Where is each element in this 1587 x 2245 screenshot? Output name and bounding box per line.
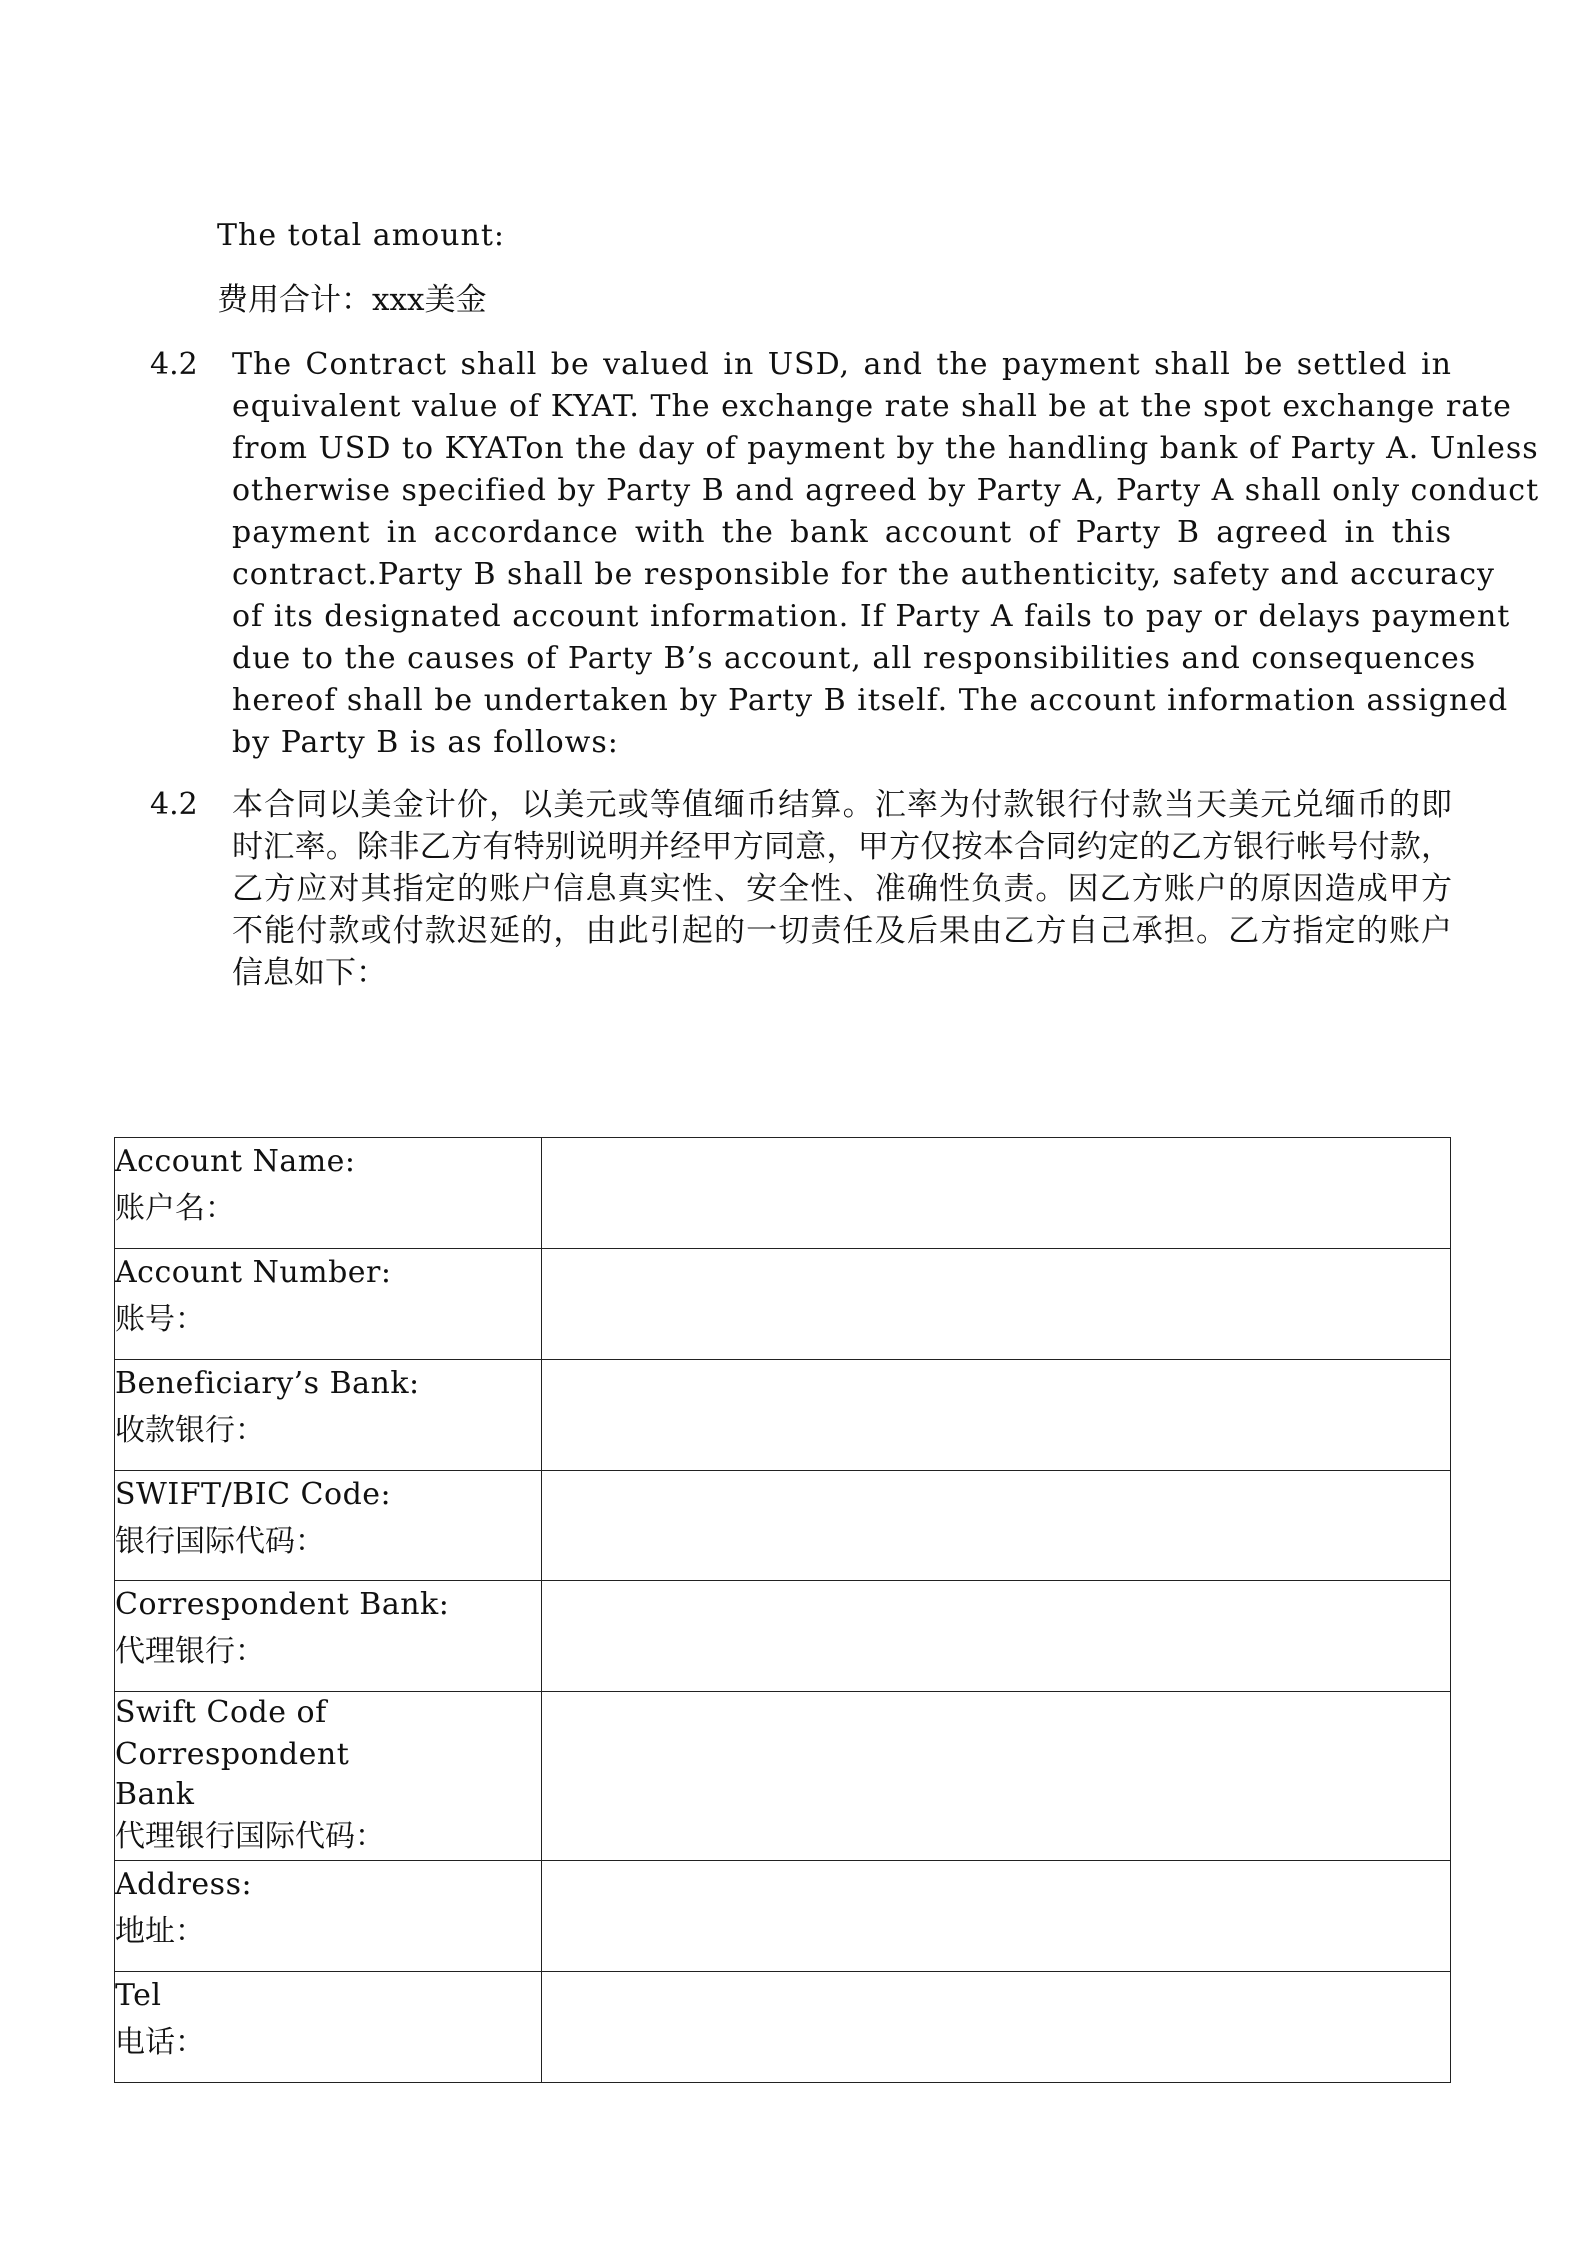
total-amount-cn: 费用合计：xxx美金 bbox=[217, 282, 487, 318]
clause-en-line: by Party B is as follows: bbox=[232, 725, 619, 760]
total-amount-label: The total amount: bbox=[217, 218, 506, 253]
table-row bbox=[115, 1249, 1451, 1360]
clause-cn-line: 乙方应对其指定的账户信息真实性、安全性、准确性负责。因乙方账户的原因造成甲方 bbox=[232, 871, 1452, 907]
row-label-en: Correspondent Bank: bbox=[115, 1587, 450, 1622]
clause-cn-line: 本合同以美金计价，以美元或等值缅币结算。汇率为付款银行付款当天美元兑缅币的即 bbox=[232, 787, 1452, 823]
account-name-label-cell bbox=[115, 1138, 542, 1249]
table-row bbox=[115, 1138, 1451, 1249]
row-label-cn: 电话： bbox=[115, 2025, 205, 2060]
table-row bbox=[115, 1692, 1451, 1861]
row-label-cn: 代理银行： bbox=[115, 1634, 265, 1669]
clause-cn-line: 信息如下： bbox=[232, 955, 387, 991]
clause-en-line: otherwise specified by Party B and agreed by Party A, Party A shall only conduct bbox=[232, 473, 1540, 508]
tel-label-cell bbox=[115, 1972, 542, 2083]
row-label-en: Address: bbox=[115, 1867, 253, 1902]
account-number-label-cell bbox=[115, 1249, 542, 1360]
row-label-en: Beneficiary’s Bank: bbox=[115, 1366, 420, 1401]
clause-cn-line: 不能付款或付款迟延的，由此引起的一切责任及后果由乙方自己承担。乙方指定的账户 bbox=[232, 913, 1452, 949]
clause-en-line: hereof shall be undertaken by Party B itself. The account information assigned bbox=[232, 683, 1509, 718]
row-label-en: SWIFT/BIC Code: bbox=[115, 1477, 392, 1512]
clause-en-line: from USD to KYATon the day of payment by the handling bank of Party A. Unless bbox=[232, 431, 1539, 466]
row-label-cn: 代理银行国际代码： bbox=[115, 1819, 385, 1854]
table-row bbox=[115, 1581, 1451, 1692]
clause-number-cn: 4.2 bbox=[150, 787, 198, 822]
clause-en-paragraph bbox=[232, 344, 1540, 764]
row-label-cn: 银行国际代码： bbox=[115, 1524, 325, 1559]
row-label-en-cont: Bank bbox=[115, 1777, 195, 1812]
swift-code-label-cell bbox=[115, 1471, 542, 1581]
correspondent-swift-value-cell bbox=[542, 1692, 1451, 1861]
clause-cn-line: 时汇率。除非乙方有特别说明并经甲方同意，甲方仅按本合同约定的乙方银行帐号付款， bbox=[232, 829, 1452, 865]
clause-cn-paragraph bbox=[232, 784, 1452, 994]
row-label-en: Tel bbox=[115, 1978, 162, 2013]
clause-en-line: due to the causes of Party B’s account, all responsibilities and consequences bbox=[232, 641, 1477, 676]
correspondent-swift-label-cell bbox=[115, 1692, 542, 1861]
clause-en-line: contract.Party B shall be responsible for the authenticity, safety and accuracy bbox=[232, 557, 1495, 592]
account-info-table bbox=[114, 1137, 1451, 2083]
correspondent-bank-value-cell bbox=[542, 1581, 1451, 1692]
tel-value-cell bbox=[542, 1972, 1451, 2083]
account-number-value-cell bbox=[542, 1249, 1451, 1360]
beneficiary-bank-value-cell bbox=[542, 1360, 1451, 1471]
table-row bbox=[115, 1471, 1451, 1581]
address-label-cell bbox=[115, 1861, 542, 1972]
clause-en-line: of its designated account information. If Party A fails to pay or delays payment bbox=[232, 599, 1511, 634]
row-label-cn: 收款银行： bbox=[115, 1413, 265, 1448]
account-name-value-cell bbox=[542, 1138, 1451, 1249]
row-label-cn: 账号： bbox=[115, 1302, 205, 1337]
row-label-cn: 地址： bbox=[115, 1914, 205, 1949]
swift-code-value-cell bbox=[542, 1471, 1451, 1581]
row-label-cn: 账户名： bbox=[115, 1191, 235, 1226]
clause-en-line: payment in accordance with the bank account of Party B agreed in this bbox=[232, 515, 1452, 550]
correspondent-bank-label-cell bbox=[115, 1581, 542, 1692]
clause-number-en: 4.2 bbox=[150, 347, 198, 382]
table-row bbox=[115, 1360, 1451, 1471]
clause-en-line: equivalent value of KYAT. The exchange rate shall be at the spot exchange rate bbox=[232, 389, 1512, 424]
table-row bbox=[115, 1972, 1451, 2083]
beneficiary-bank-label-cell bbox=[115, 1360, 542, 1471]
address-value-cell bbox=[542, 1861, 1451, 1972]
row-label-en: Account Name: bbox=[115, 1144, 356, 1179]
clause-en-line: The Contract shall be valued in USD, and the payment shall be settled in bbox=[232, 347, 1452, 382]
row-label-en: Swift Code of Correspondent bbox=[115, 1695, 350, 1772]
row-label-en: Account Number: bbox=[115, 1255, 392, 1290]
table-row bbox=[115, 1861, 1451, 1972]
